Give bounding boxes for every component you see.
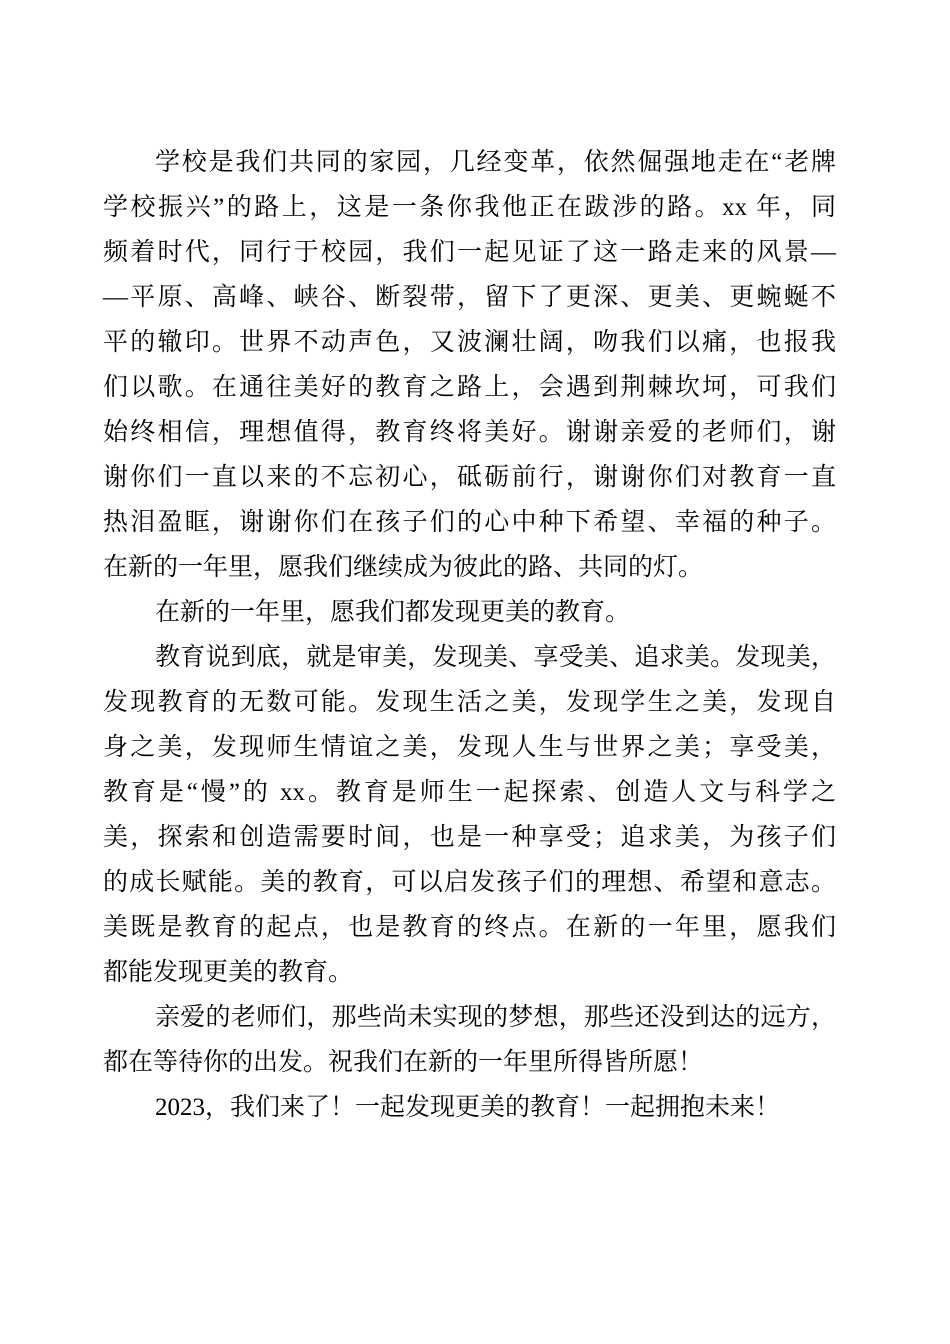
- text-line: 身之美，发现师生情谊之美，发现人生与世界之美；享受美，: [103, 734, 836, 761]
- text-line: 美，探索和创造需要时间，也是一种享受；追求美，为孩子们: [103, 824, 836, 851]
- text-line: 都能发现更美的教育。: [103, 959, 354, 986]
- text-line: 在新的一年里，愿我们都发现更美的教育。: [155, 599, 631, 626]
- document-text-block: [103, 140, 836, 1130]
- text-line: 美既是教育的起点，也是教育的终点。在新的一年里，愿我们: [103, 914, 836, 941]
- text-line: 始终相信，理想值得，教育终将美好。谢谢亲爱的老师们，谢: [103, 419, 836, 446]
- text-line: 都在等待你的出发。祝我们在新的一年里所得皆所愿！: [103, 1049, 704, 1076]
- text-line: 教育说到底，就是审美，发现美、享受美、追求美。发现美，: [155, 644, 836, 671]
- text-line: 教育是“慢”的 xx。教育是师生一起探索、创造人文与科学之: [103, 779, 836, 806]
- text-line: —平原、高峰、峡谷、断裂带，留下了更深、更美、更蜿蜒不: [103, 284, 836, 311]
- text-line: 2023，我们来了！一起发现更美的教育！一起拥抱未来！: [155, 1094, 781, 1121]
- text-line: 谢你们一直以来的不忘初心，砥砺前行，谢谢你们对教育一直: [103, 464, 836, 491]
- text-line: 学校振兴”的路上，这是一条你我他正在跋涉的路。xx 年，同: [103, 194, 836, 221]
- text-line: 在新的一年里，愿我们继续成为彼此的路、共同的灯。: [103, 554, 704, 581]
- text-line: 热泪盈眶，谢谢你们在孩子们的心中种下希望、幸福的种子。: [103, 509, 836, 536]
- text-line: 们以歌。在通往美好的教育之路上，会遇到荆棘坎坷，可我们: [103, 374, 836, 401]
- text-line: 平的辙印。世界不动声色，又波澜壮阔，吻我们以痛，也报我: [103, 329, 836, 356]
- text-line: 频着时代，同行于校园，我们一起见证了这一路走来的风景—: [103, 239, 836, 266]
- text-line: 的成长赋能。美的教育，可以启发孩子们的理想、希望和意志。: [103, 869, 836, 896]
- text-line: 学校是我们共同的家园，几经变革，依然倔强地走在“老牌: [155, 149, 836, 176]
- text-line: 发现教育的无数可能。发现生活之美，发现学生之美，发现自: [103, 689, 836, 716]
- text-line: 亲爱的老师们，那些尚未实现的梦想，那些还没到达的远方，: [155, 1004, 836, 1031]
